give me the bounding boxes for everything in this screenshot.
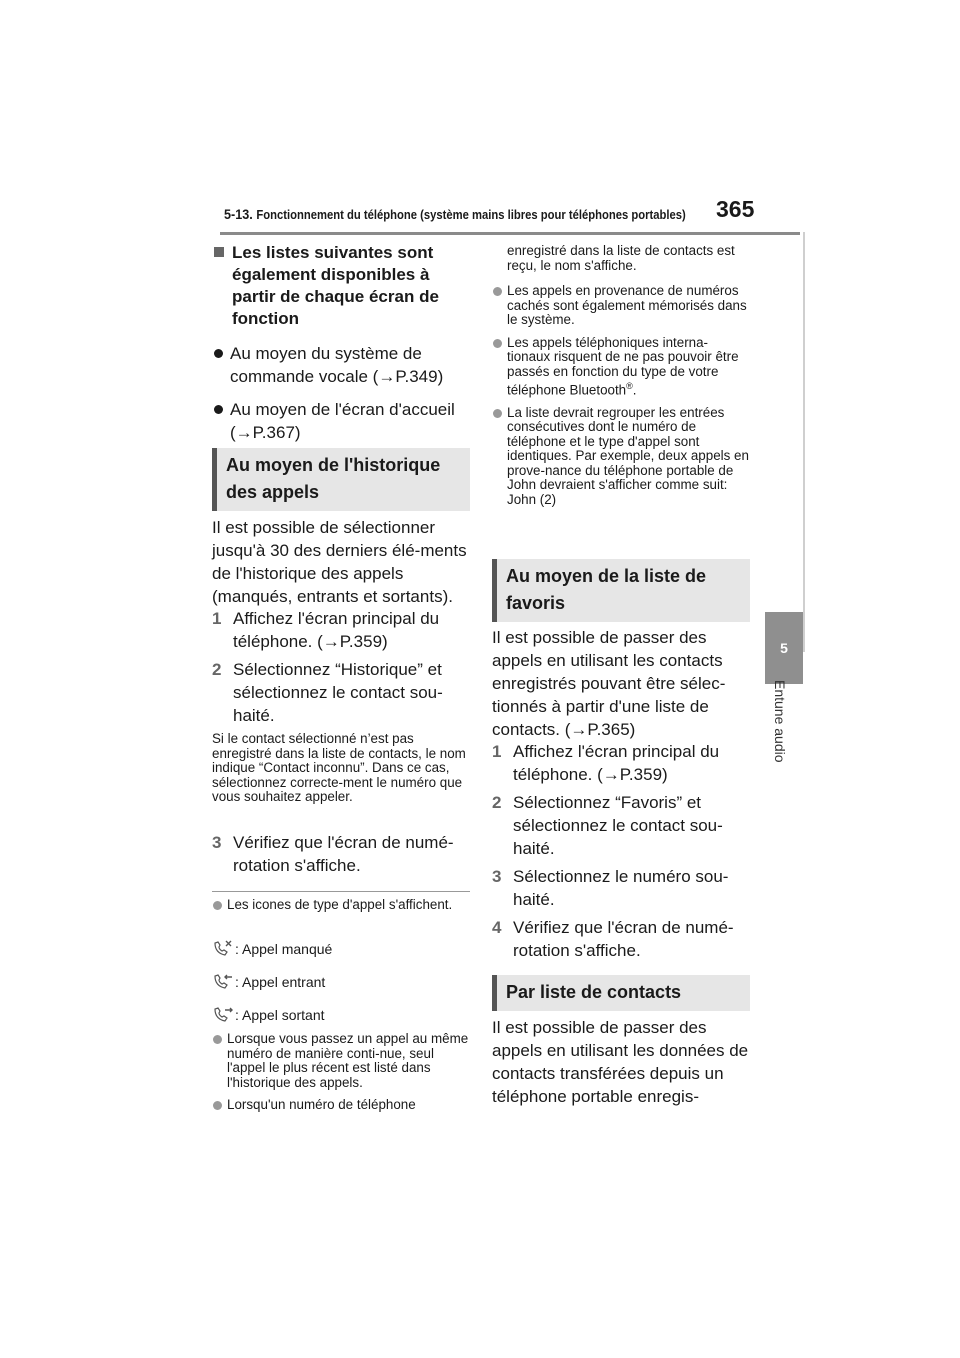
incoming-call-row: : Appel entrant xyxy=(212,967,470,997)
side-divider xyxy=(803,232,805,652)
outgoing-call-row: : Appel sortant xyxy=(212,1000,470,1030)
intro-heading xyxy=(212,242,470,330)
chapter-tab: 5 xyxy=(765,612,803,684)
box-heading-contacts: Par liste de contacts xyxy=(492,975,750,1011)
note-same-number: Lorsque vous passez un appel au même numéro de manière conti-nue, seul l'appel le plus récent est listé dans l'historique des appels. xyxy=(212,1032,470,1090)
notes-left xyxy=(212,890,470,913)
page-number: 365 xyxy=(716,196,755,222)
section-header xyxy=(224,206,686,222)
contacts-paragraph: Il est possible de passer des appels en utilisant les données de contacts transférées depuis un téléphone portable enregis- xyxy=(492,1018,749,1106)
call-type-icons xyxy=(212,934,470,1030)
bullet-home: Au moyen de l'écran d'accueil (→P.367) xyxy=(212,398,470,444)
history-steps xyxy=(212,604,470,727)
missed-call-icon xyxy=(212,939,234,959)
note-hidden-numbers: Les appels en provenance de numéros cachés sont également mémorisés dans le système. xyxy=(492,284,750,328)
section-number: 5-13. xyxy=(224,206,253,222)
note-continued: enregistré dans la liste de contacts est reçu, le nom s'affiche. xyxy=(507,243,735,273)
section-title: Fonctionnement du téléphone (système mains libres pour téléphones portables) xyxy=(256,208,686,222)
note-grouping: La liste devrait regrouper les entrées consécutives dont le numéro de téléphone et le type d'appel sont identiques. Par exemple, deux appels en prove-nance du téléphone portable de John devraient s'afficher comme suit: John (2) xyxy=(492,406,750,508)
bullet-list xyxy=(212,334,470,444)
step: 1 Affichez l'écran principal du téléphone. (→P.359) xyxy=(212,609,440,651)
step: 2 Sélectionnez “Favoris” et sélectionnez le contact sou-haité. xyxy=(492,793,723,858)
history-step3: 3 Vérifiez que l'écran de numé-rotation s'affiche. xyxy=(212,833,454,875)
history-paragraph: Il est possible de sélectionner jusqu'à 30 des derniers élé-ments de l'historique des appels (manqués, entrants et sortants). xyxy=(212,518,467,606)
square-heading: Les listes suivantes sont également disponibles à partir de chaque écran de fonction xyxy=(212,242,470,330)
step: 2 Sélectionnez “Historique” et sélectionnez le contact sou-haité. xyxy=(212,660,443,725)
incoming-call-icon xyxy=(212,972,234,992)
missed-call-row: : Appel manqué xyxy=(212,934,470,964)
step: 1 Affichez l'écran principal du téléphone. (→P.359) xyxy=(492,742,720,784)
note-international: Les appels téléphoniques interna-tionaux risquent de ne pas pouvoir être passés en fonction du type de votre téléphone Bluetooth®. xyxy=(492,336,750,398)
box-heading-history: Au moyen de l'historique des appels xyxy=(212,448,470,511)
header-rule xyxy=(220,232,800,235)
favoris-steps xyxy=(492,737,750,962)
step: 4 Vérifiez que l'écran de numé-rotation s'affiche. xyxy=(492,918,734,960)
unknown-contact-note: Si le contact sélectionné n’est pas enregistré dans la liste de contacts, le nom indique “Contact inconnu”. Dans ce cas, sélectionnez correcte-ment le numéro que vous souhaitez appeler. xyxy=(212,731,466,804)
box-heading-favoris: Au moyen de la liste de favoris xyxy=(492,559,750,622)
note-icon-types: Les icones de type d'appel s'affichent. xyxy=(212,898,470,913)
notes-left-2 xyxy=(212,1024,470,1113)
bullet-voice: Au moyen du système de commande vocale (→P.349) xyxy=(212,342,470,388)
notes-right xyxy=(492,276,750,507)
chapter-label: Entune audio xyxy=(772,680,788,763)
favoris-paragraph: Il est possible de passer des appels en utilisant les contacts enregistrés pouvant être sélec-tionnés à partir d'une liste de contacts. (→P.365) xyxy=(492,628,726,739)
outgoing-call-icon xyxy=(212,1005,234,1025)
note-phone-number: Lorsqu'un numéro de téléphone xyxy=(212,1098,470,1113)
step: 3 Sélectionnez le numéro sou-haité. xyxy=(492,867,729,909)
